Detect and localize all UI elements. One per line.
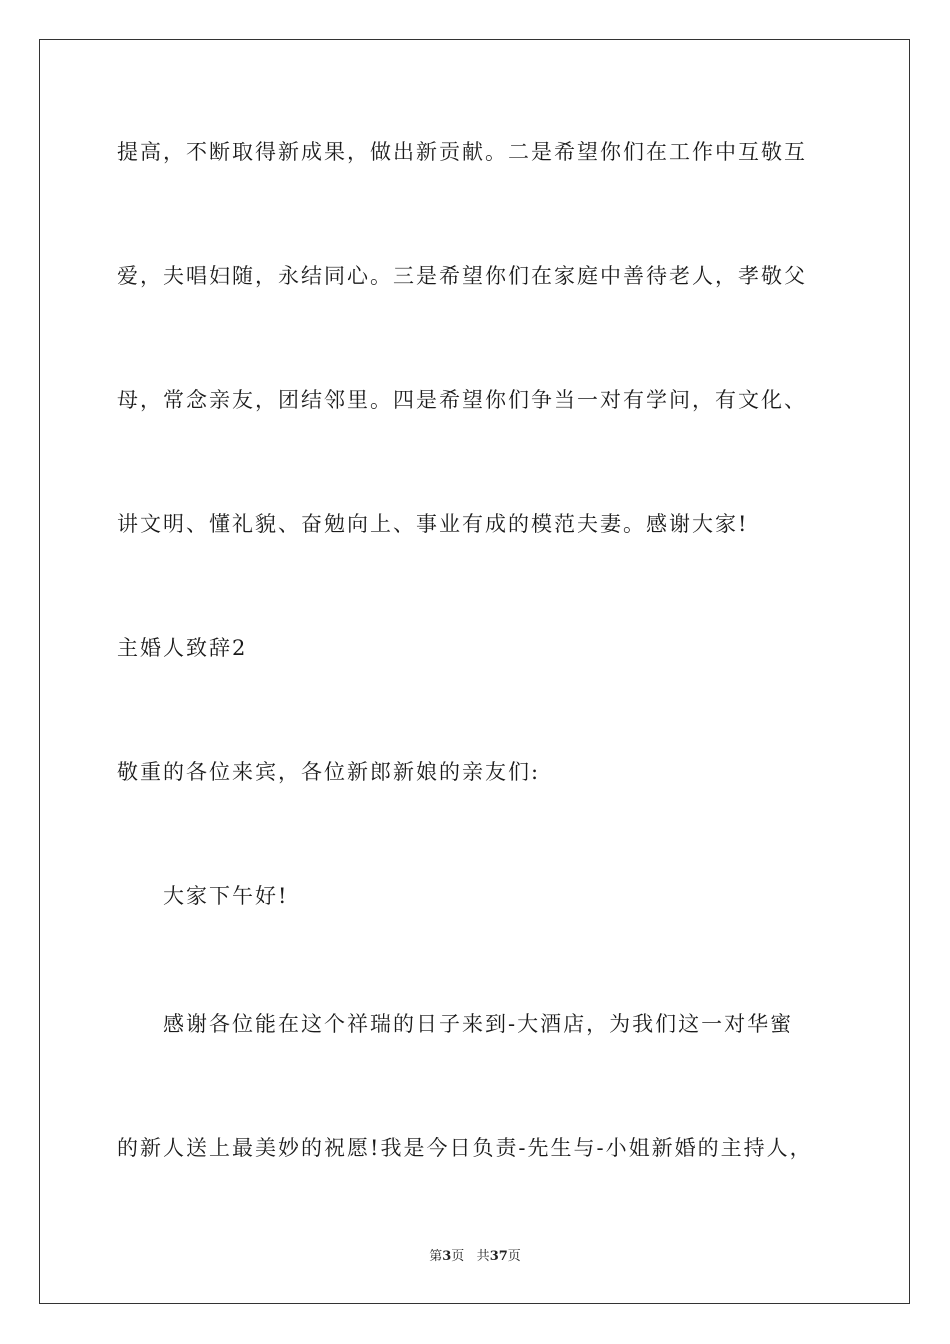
footer-total-pages: 37 xyxy=(489,1249,508,1264)
section-heading: 主婚人致辞2 xyxy=(117,636,248,660)
body-line-8: 感谢各位能在这个祥瑞的日子来到-大酒店，为我们这一对华蜜 xyxy=(163,1012,794,1036)
body-line-3: 母，常念亲友，团结邻里。四是希望你们争当一对有学问，有文化、 xyxy=(117,388,807,412)
footer-total-suffix: 页 xyxy=(507,1249,521,1264)
greeting: 大家下午好! xyxy=(163,884,289,908)
footer-page-suffix: 页 xyxy=(451,1249,465,1264)
footer-page-number: 3 xyxy=(442,1249,452,1264)
body-line-9: 的新人送上最美妙的祝愿!我是今日负责-先生与-小姐新婚的主持人， xyxy=(117,1136,813,1160)
body-line-1: 提高，不断取得新成果，做出新贡献。二是希望你们在工作中互敬互 xyxy=(117,140,807,164)
page-footer xyxy=(0,1248,950,1266)
footer-prefix: 第 xyxy=(429,1249,443,1264)
salutation: 敬重的各位来宾，各位新郎新娘的亲友们: xyxy=(117,760,541,784)
body-line-4: 讲文明、懂礼貌、奋勉向上、事业有成的模范夫妻。感谢大家! xyxy=(117,512,749,536)
footer-total-prefix: 共 xyxy=(476,1249,490,1264)
page-frame xyxy=(39,39,910,1304)
body-line-2: 爱，夫唱妇随，永结同心。三是希望你们在家庭中善待老人，孝敬父 xyxy=(117,264,807,288)
